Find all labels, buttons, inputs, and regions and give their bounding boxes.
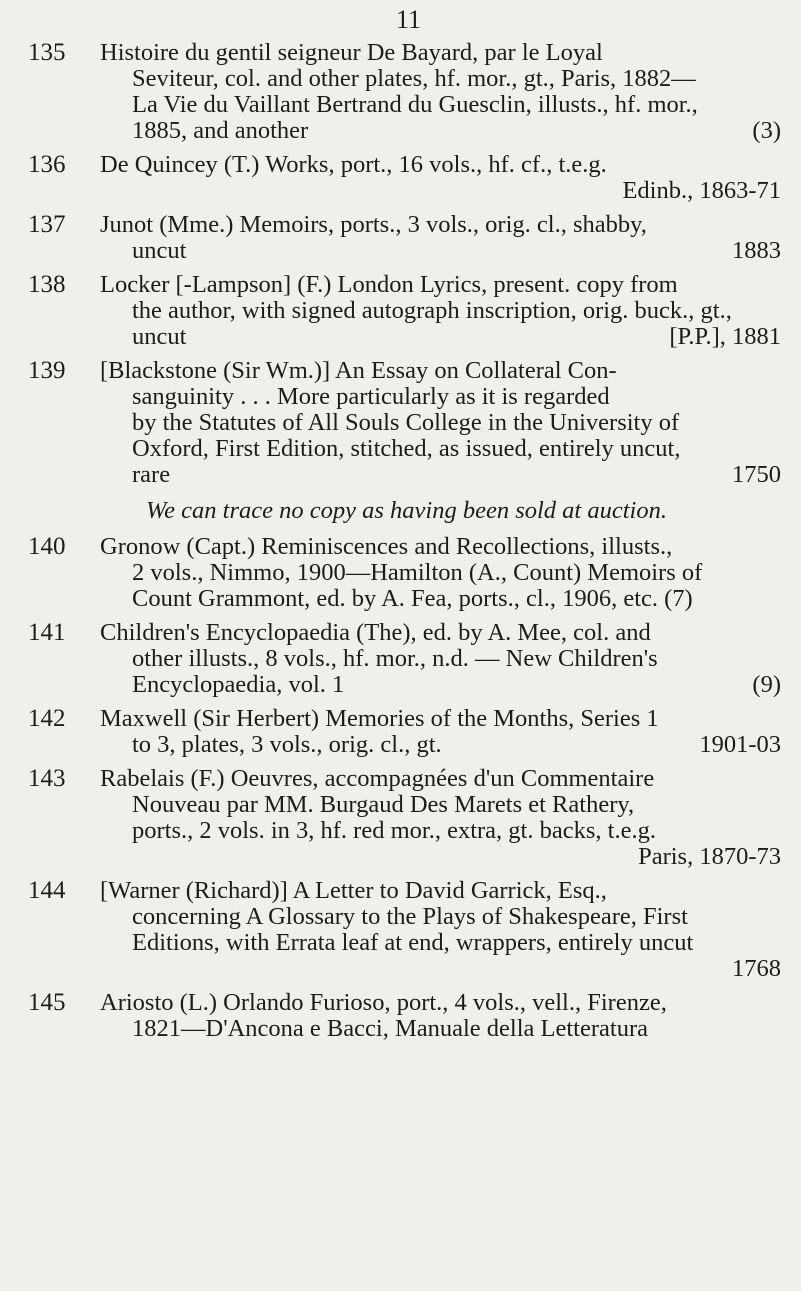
lot-line (100, 238, 781, 264)
lot-number: 139 (28, 357, 66, 384)
lot-description (100, 152, 781, 204)
lot-count: (9) (752, 671, 781, 698)
lot-date: 1750 (732, 461, 781, 488)
lot-number: 140 (28, 533, 66, 560)
lot-line: De Quincey (T.) Works, port., 16 vols., hf. cf., t.e.g. (100, 151, 607, 178)
lot-line-text: 1885, and another (132, 117, 309, 144)
lot-line: sanguinity . . . More particularly as it is regarded (132, 383, 610, 410)
lot-line-text: to 3, plates, 3 vols., orig. cl., gt. (132, 731, 442, 758)
lot-date: [P.P.], 1881 (669, 323, 781, 350)
lot-line: other illusts., 8 vols., hf. mor., n.d. — New Children's (132, 645, 658, 672)
lot-line: Ariosto (L.) Orlando Furioso, port., 4 vols., vell., Firenze, (100, 989, 667, 1016)
lot-line: Seviteur, col. and other plates, hf. mor., gt., Paris, 1882— (132, 65, 696, 92)
lot-line: ports., 2 vols. in 3, hf. red mor., extra, gt. backs, t.e.g. (132, 817, 656, 844)
lot-line-text: rare (132, 461, 171, 488)
lot-description (100, 272, 781, 350)
lot-line: Edinb., 1863-71 (622, 177, 781, 204)
lot-date: 1901-03 (699, 731, 781, 758)
lot-line (100, 672, 781, 698)
lot-line-text: Encyclopaedia, vol. 1 (132, 671, 345, 698)
lot-number: 138 (28, 271, 66, 298)
lot-number: 142 (28, 705, 66, 732)
lot-line-text: uncut (132, 237, 187, 264)
lot-number: 143 (28, 765, 66, 792)
lot-description (100, 534, 781, 612)
lot-line: Junot (Mme.) Memoirs, ports., 3 vols., orig. cl., shabby, (100, 211, 647, 238)
lot-line: Oxford, First Edition, stitched, as issued, entirely uncut, (132, 435, 681, 462)
lot-line (100, 732, 781, 758)
lot-line: Gronow (Capt.) Reminiscences and Recollections, illusts., (100, 533, 673, 560)
page-number: 11 (396, 5, 422, 34)
lot-number: 141 (28, 619, 66, 646)
lot-line: 1768 (732, 955, 781, 982)
lot-line: Locker [-Lampson] (F.) London Lyrics, present. copy from (100, 271, 678, 298)
lot-line: Paris, 1870-73 (638, 843, 781, 870)
lot-line (100, 462, 781, 488)
lot-line: Editions, with Errata leaf at end, wrappers, entirely uncut (132, 929, 694, 956)
lot-line: Maxwell (Sir Herbert) Memories of the Months, Series 1 (100, 705, 659, 732)
lot-line: La Vie du Vaillant Bertrand du Guesclin, illusts., hf. mor., (132, 91, 698, 118)
lot-description (100, 990, 781, 1042)
lot-number: 144 (28, 877, 66, 904)
lot-description (100, 620, 781, 698)
lot-count: (3) (752, 117, 781, 144)
lot-line: by the Statutes of All Souls College in the University of (132, 409, 680, 436)
lot-description (100, 706, 781, 758)
lot-line: the author, with signed autograph inscription, orig. buck., gt., (132, 297, 732, 324)
lot-description (100, 878, 781, 982)
lot-number: 145 (28, 989, 66, 1016)
lot-line: Histoire du gentil seigneur De Bayard, par le Loyal (100, 39, 603, 66)
lot-number: 136 (28, 151, 66, 178)
lot-line: 1821—D'Ancona e Bacci, Manuale della Letteratura (132, 1015, 648, 1042)
lot-line: Nouveau par MM. Burgaud Des Marets et Rathery, (132, 791, 635, 818)
lot-line: Rabelais (F.) Oeuvres, accompagnées d'un Commentaire (100, 765, 655, 792)
lot-number: 135 (28, 39, 66, 66)
lot-line (100, 324, 781, 350)
lot-line: concerning A Glossary to the Plays of Shakespeare, First (132, 903, 688, 930)
lot-line-text: uncut (132, 323, 187, 350)
lot-date: 1883 (732, 237, 781, 264)
lot-line: Children's Encyclopaedia (The), ed. by A. Mee, col. and (100, 619, 651, 646)
lot-number: 137 (28, 211, 66, 238)
lot-description (100, 766, 781, 870)
auction-note: We can trace no copy as having been sold at auction. (146, 497, 667, 524)
lot-description (100, 40, 781, 144)
lot-line (100, 118, 781, 144)
lot-line: [Blackstone (Sir Wm.)] An Essay on Collateral Con- (100, 357, 617, 384)
lot-line: 2 vols., Nimmo, 1900—Hamilton (A., Count) Memoirs of (132, 559, 703, 586)
lot-line: [Warner (Richard)] A Letter to David Garrick, Esq., (100, 877, 607, 904)
lot-line: Count Grammont, ed. by A. Fea, ports., cl., 1906, etc. (7) (132, 585, 693, 612)
lot-description (100, 358, 781, 488)
lot-description (100, 212, 781, 264)
